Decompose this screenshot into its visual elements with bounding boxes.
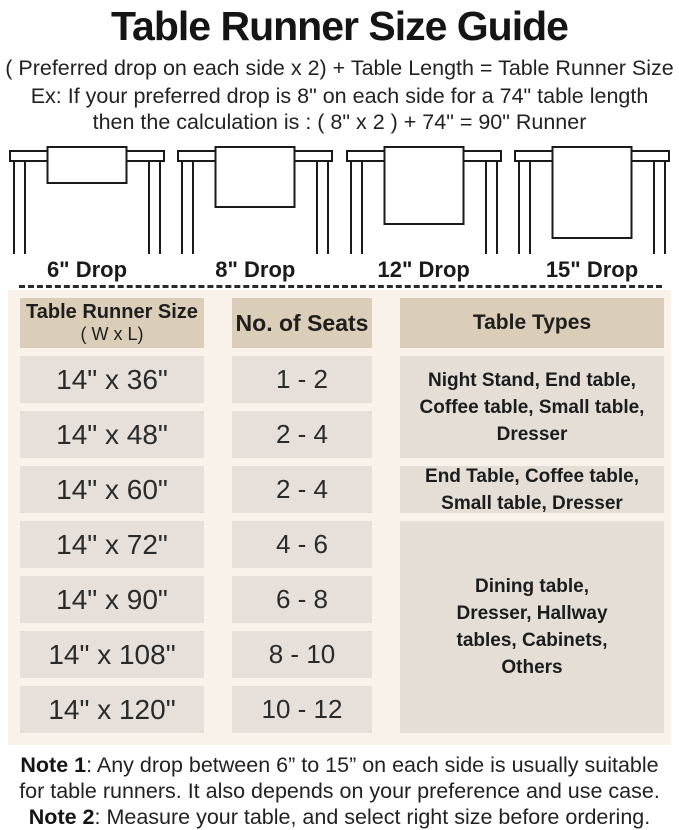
- size-cell: 14" x 48": [20, 411, 204, 458]
- drop-illustration-15in: [514, 142, 670, 282]
- note-2-label: Note 2: [28, 805, 95, 829]
- size-cell: 14" x 120": [20, 686, 204, 733]
- formula-text: ( Preferred drop on each side x 2) + Table Length = Table Runner Size: [5, 56, 674, 80]
- drop-label: 15" Drop: [545, 257, 639, 282]
- seats-cell: 6 - 8: [232, 576, 372, 623]
- table-leg-icon: [181, 160, 194, 254]
- note-2-text: : Measure your table, and select right size before ordering.: [94, 805, 651, 829]
- seats-cell: 2 - 4: [232, 466, 372, 513]
- note-1: [7, 752, 673, 804]
- runner-drape-icon: [215, 146, 296, 208]
- size-guide-table: [20, 298, 671, 733]
- table-leg-icon: [350, 160, 363, 254]
- table-types-cell: End Table, Coffee table, Small table, Dresser: [400, 466, 664, 513]
- table-with-runner-graphic: [514, 142, 670, 254]
- size-cell: 14" x 72": [20, 521, 204, 568]
- size-cell: 14" x 60": [20, 466, 204, 513]
- note-2: [7, 804, 673, 830]
- size-guide-panel: [8, 290, 671, 745]
- seats-cell: 2 - 4: [232, 411, 372, 458]
- header-runner-size: [20, 298, 204, 348]
- seats-cell: 10 - 12: [232, 686, 372, 733]
- table-leg-icon: [148, 160, 161, 254]
- seats-cell: 1 - 2: [232, 356, 372, 403]
- notes-section: [0, 752, 679, 830]
- seats-cell: 4 - 6: [232, 521, 372, 568]
- runner-drape-icon: [383, 146, 464, 225]
- table-with-runner-graphic: [346, 142, 502, 254]
- drop-illustrations: [0, 142, 679, 282]
- note-1-text: : Any drop between 6” to 15” on each side is usually suitable for table runners. It also depends on your preference and use case.: [19, 753, 660, 803]
- example-line-1: Ex: If your preferred drop is 8" on each side for a 74" table length: [30, 84, 649, 108]
- header-seats: No. of Seats: [232, 298, 372, 348]
- table-with-runner-graphic: [177, 142, 333, 254]
- drop-label: 12" Drop: [377, 257, 470, 282]
- table-leg-icon: [653, 160, 666, 254]
- dashed-divider: [19, 285, 662, 288]
- table-leg-icon: [518, 160, 531, 254]
- seats-cell: 8 - 10: [232, 631, 372, 678]
- drop-illustration-6in: [9, 142, 165, 282]
- table-leg-icon: [13, 160, 26, 254]
- header-table-types: Table Types: [400, 298, 664, 348]
- runner-drape-icon: [551, 146, 632, 239]
- table-types-cell: Night Stand, End table, Coffee table, Small table, Dresser: [400, 356, 664, 458]
- table-leg-icon: [485, 160, 498, 254]
- runner-drape-icon: [47, 146, 128, 184]
- size-cell: 14" x 90": [20, 576, 204, 623]
- table-leg-icon: [316, 160, 329, 254]
- table-types-cell: Dining table, Dresser, Hallway tables, Cabinets, Others: [400, 521, 664, 733]
- header-runner-size-label: Table Runner Size: [26, 301, 198, 323]
- page-title: Table Runner Size Guide: [111, 3, 568, 49]
- drop-label: 8" Drop: [215, 257, 296, 282]
- header-runner-size-sublabel: ( W x L): [80, 324, 144, 344]
- drop-illustration-8in: [177, 142, 333, 282]
- example-line-2: then the calculation is : ( 8" x 2 ) + 74" = 90" Runner: [92, 110, 587, 134]
- table-with-runner-graphic: [9, 142, 165, 254]
- drop-illustration-12in: [346, 142, 502, 282]
- size-cell: 14" x 108": [20, 631, 204, 678]
- size-cell: 14" x 36": [20, 356, 204, 403]
- example-block: [0, 83, 679, 135]
- note-1-label: Note 1: [20, 753, 87, 777]
- drop-label: 6" Drop: [46, 257, 128, 282]
